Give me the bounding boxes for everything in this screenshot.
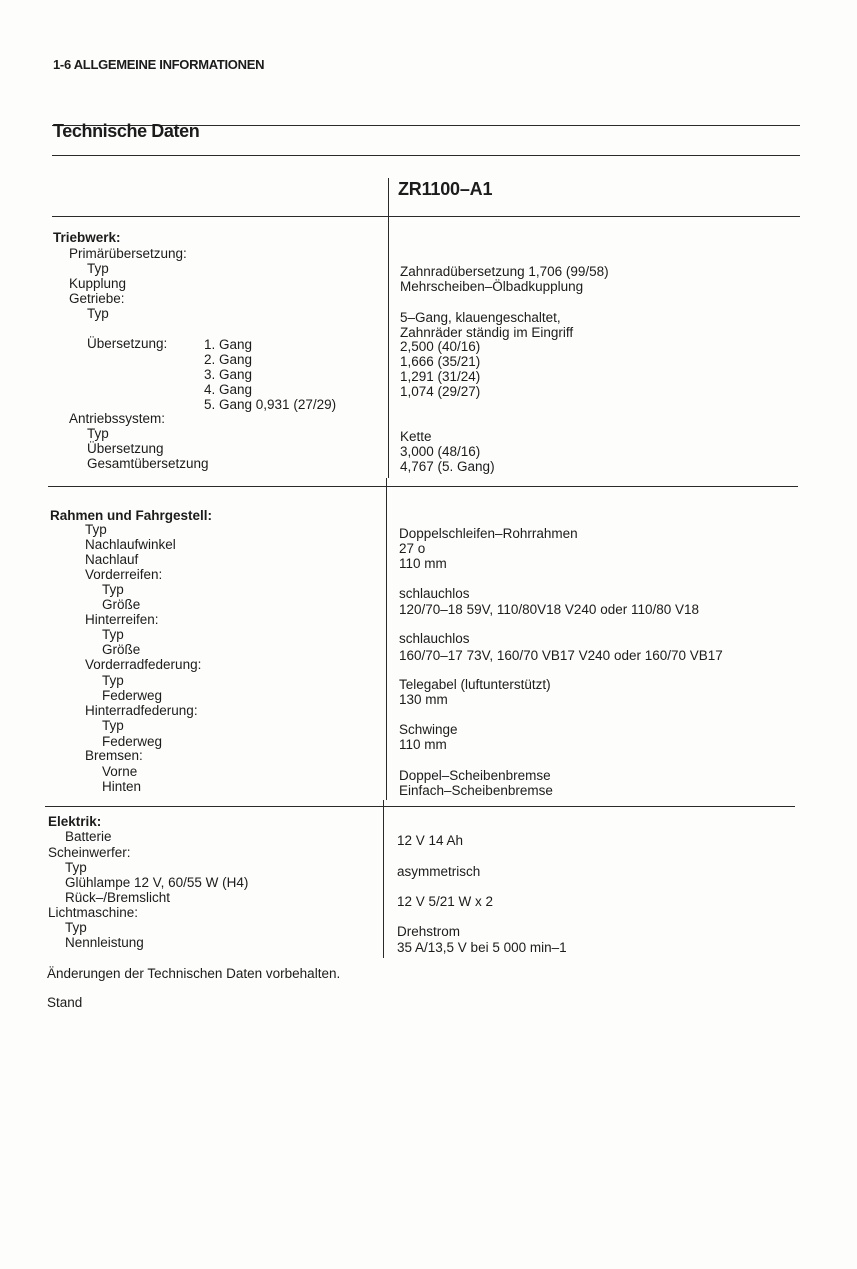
- kupplung-label: Kupplung: [69, 276, 127, 291]
- header-row-rule: [52, 216, 800, 217]
- hinten-label: Hinten: [102, 779, 142, 794]
- hr-typ-value: schlauchlos: [399, 631, 470, 646]
- batterie-label: Batterie: [65, 829, 112, 844]
- section-title: Technische Daten: [53, 121, 200, 141]
- footer-stand: Stand: [47, 995, 83, 1010]
- nachlaufwinkel-value: 27 o: [399, 541, 426, 556]
- vr-groesse-label: Größe: [102, 597, 141, 612]
- scheinwerfer-label: Scheinwerfer:: [48, 845, 131, 860]
- hf-typ-label: Typ: [102, 718, 124, 733]
- rahmen-typ-value: Doppelschleifen–Rohrrahmen: [399, 526, 578, 541]
- vf-typ-label: Typ: [102, 673, 124, 688]
- vf-weg-value: 130 mm: [399, 692, 448, 707]
- lichtmaschine-label: Lichtmaschine:: [48, 905, 139, 920]
- hr-groesse-label: Größe: [102, 642, 141, 657]
- model-name: ZR1100–A1: [398, 179, 493, 199]
- gesamt-label: Gesamtübersetzung: [87, 456, 209, 471]
- vorderreifen-label: Vorderreifen:: [85, 567, 163, 582]
- sw-typ-label: Typ: [65, 860, 87, 875]
- title-rule-bottom: [52, 155, 800, 156]
- hinterreifen-label: Hinterreifen:: [85, 612, 159, 627]
- primaer-typ-value: Zahnradübersetzung 1,706 (99/58): [400, 264, 609, 279]
- vr-typ-label: Typ: [102, 582, 124, 597]
- getriebe-label: Getriebe:: [69, 291, 125, 306]
- page-header: 1-6 ALLGEMEINE INFORMATIONEN: [53, 57, 265, 72]
- rahmen-typ-label: Typ: [85, 522, 107, 537]
- nennleistung-label: Nennleistung: [65, 935, 144, 950]
- elektrik-heading: Elektrik:: [48, 814, 102, 829]
- vf-weg-label: Federweg: [102, 688, 163, 703]
- antrieb-label: Antriebssystem:: [69, 411, 166, 426]
- hr-typ-label: Typ: [102, 627, 124, 642]
- gear-2-value: 1,666 (35/21): [400, 354, 481, 369]
- hf-weg-label: Federweg: [102, 734, 163, 749]
- column-divider-2: [386, 478, 387, 800]
- gear-5-label: 5. Gang 0,931 (27/29): [204, 397, 337, 412]
- getriebe-typ-value-2: Zahnräder ständig im Eingriff: [400, 325, 574, 340]
- gluehlampe-label: Glühlampe 12 V, 60/55 W (H4): [65, 875, 249, 890]
- antrieb-ueb-value: 3,000 (48/16): [400, 444, 481, 459]
- lm-typ-value: Drehstrom: [397, 924, 461, 939]
- nennleistung-value: 35 A/13,5 V bei 5 000 min–1: [397, 940, 567, 955]
- nachlauf-label: Nachlauf: [85, 552, 139, 567]
- hinterradfederung-label: Hinterradfederung:: [85, 703, 198, 718]
- vorne-value: Doppel–Scheibenbremse: [399, 768, 551, 783]
- gear-4-value: 1,074 (29/27): [400, 384, 481, 399]
- vr-typ-value: schlauchlos: [399, 586, 470, 601]
- hf-typ-value: Schwinge: [399, 722, 458, 737]
- gear-3-value: 1,291 (31/24): [400, 369, 481, 384]
- gear-1-value: 2,500 (40/16): [400, 339, 481, 354]
- column-divider-3: [383, 800, 384, 958]
- nachlauf-value: 110 mm: [399, 556, 447, 571]
- uebersetzung-label: Übersetzung:: [87, 336, 168, 351]
- vf-typ-value: Telegabel (luftunterstützt): [399, 677, 551, 692]
- vr-groesse-value: 120/70–18 59V, 110/80V18 V240 oder 110/80 V18: [399, 602, 700, 617]
- getriebe-typ-value-1: 5–Gang, klauengeschaltet,: [400, 310, 561, 325]
- antrieb-ueb-label: Übersetzung: [87, 441, 164, 456]
- antrieb-typ-label: Typ: [87, 426, 109, 441]
- vorderradfederung-label: Vorderradfederung:: [85, 657, 202, 672]
- rahmen-heading: Rahmen und Fahrgestell:: [50, 508, 213, 523]
- nachlaufwinkel-label: Nachlaufwinkel: [85, 537, 176, 552]
- column-divider-1: [388, 178, 389, 478]
- primaer-typ-label: Typ: [87, 261, 109, 276]
- primaer-label: Primärübersetzung:: [69, 246, 187, 261]
- sw-typ-value: asymmetrisch: [397, 864, 481, 879]
- footer-note: Änderungen der Technischen Daten vorbehalten.: [47, 966, 341, 981]
- rueck-value: 12 V 5/21 W x 2: [397, 894, 494, 909]
- bremsen-label: Bremsen:: [85, 748, 143, 763]
- gear-4-label: 4. Gang: [204, 382, 253, 397]
- gesamt-value: 4,767 (5. Gang): [400, 459, 495, 474]
- section-rule-2: [45, 806, 795, 807]
- getriebe-typ-label: Typ: [87, 306, 109, 321]
- gear-2-label: 2. Gang: [204, 352, 253, 367]
- hinten-value: Einfach–Scheibenbremse: [399, 783, 553, 798]
- antrieb-typ-value: Kette: [400, 429, 432, 444]
- lm-typ-label: Typ: [65, 920, 87, 935]
- triebwerk-heading: Triebwerk:: [53, 230, 121, 245]
- gear-1-label: 1. Gang: [204, 337, 253, 352]
- vorne-label: Vorne: [102, 764, 138, 779]
- rueck-label: Rück–/Bremslicht: [65, 890, 171, 905]
- batterie-value: 12 V 14 Ah: [397, 833, 464, 848]
- section-rule-1: [48, 486, 798, 487]
- gear-3-label: 3. Gang: [204, 367, 253, 382]
- hr-groesse-value: 160/70–17 73V, 160/70 VB17 V240 oder 160/70 VB17: [399, 648, 723, 663]
- kupplung-value: Mehrscheiben–Ölbadkupplung: [400, 279, 584, 294]
- hf-weg-value: 110 mm: [399, 737, 447, 752]
